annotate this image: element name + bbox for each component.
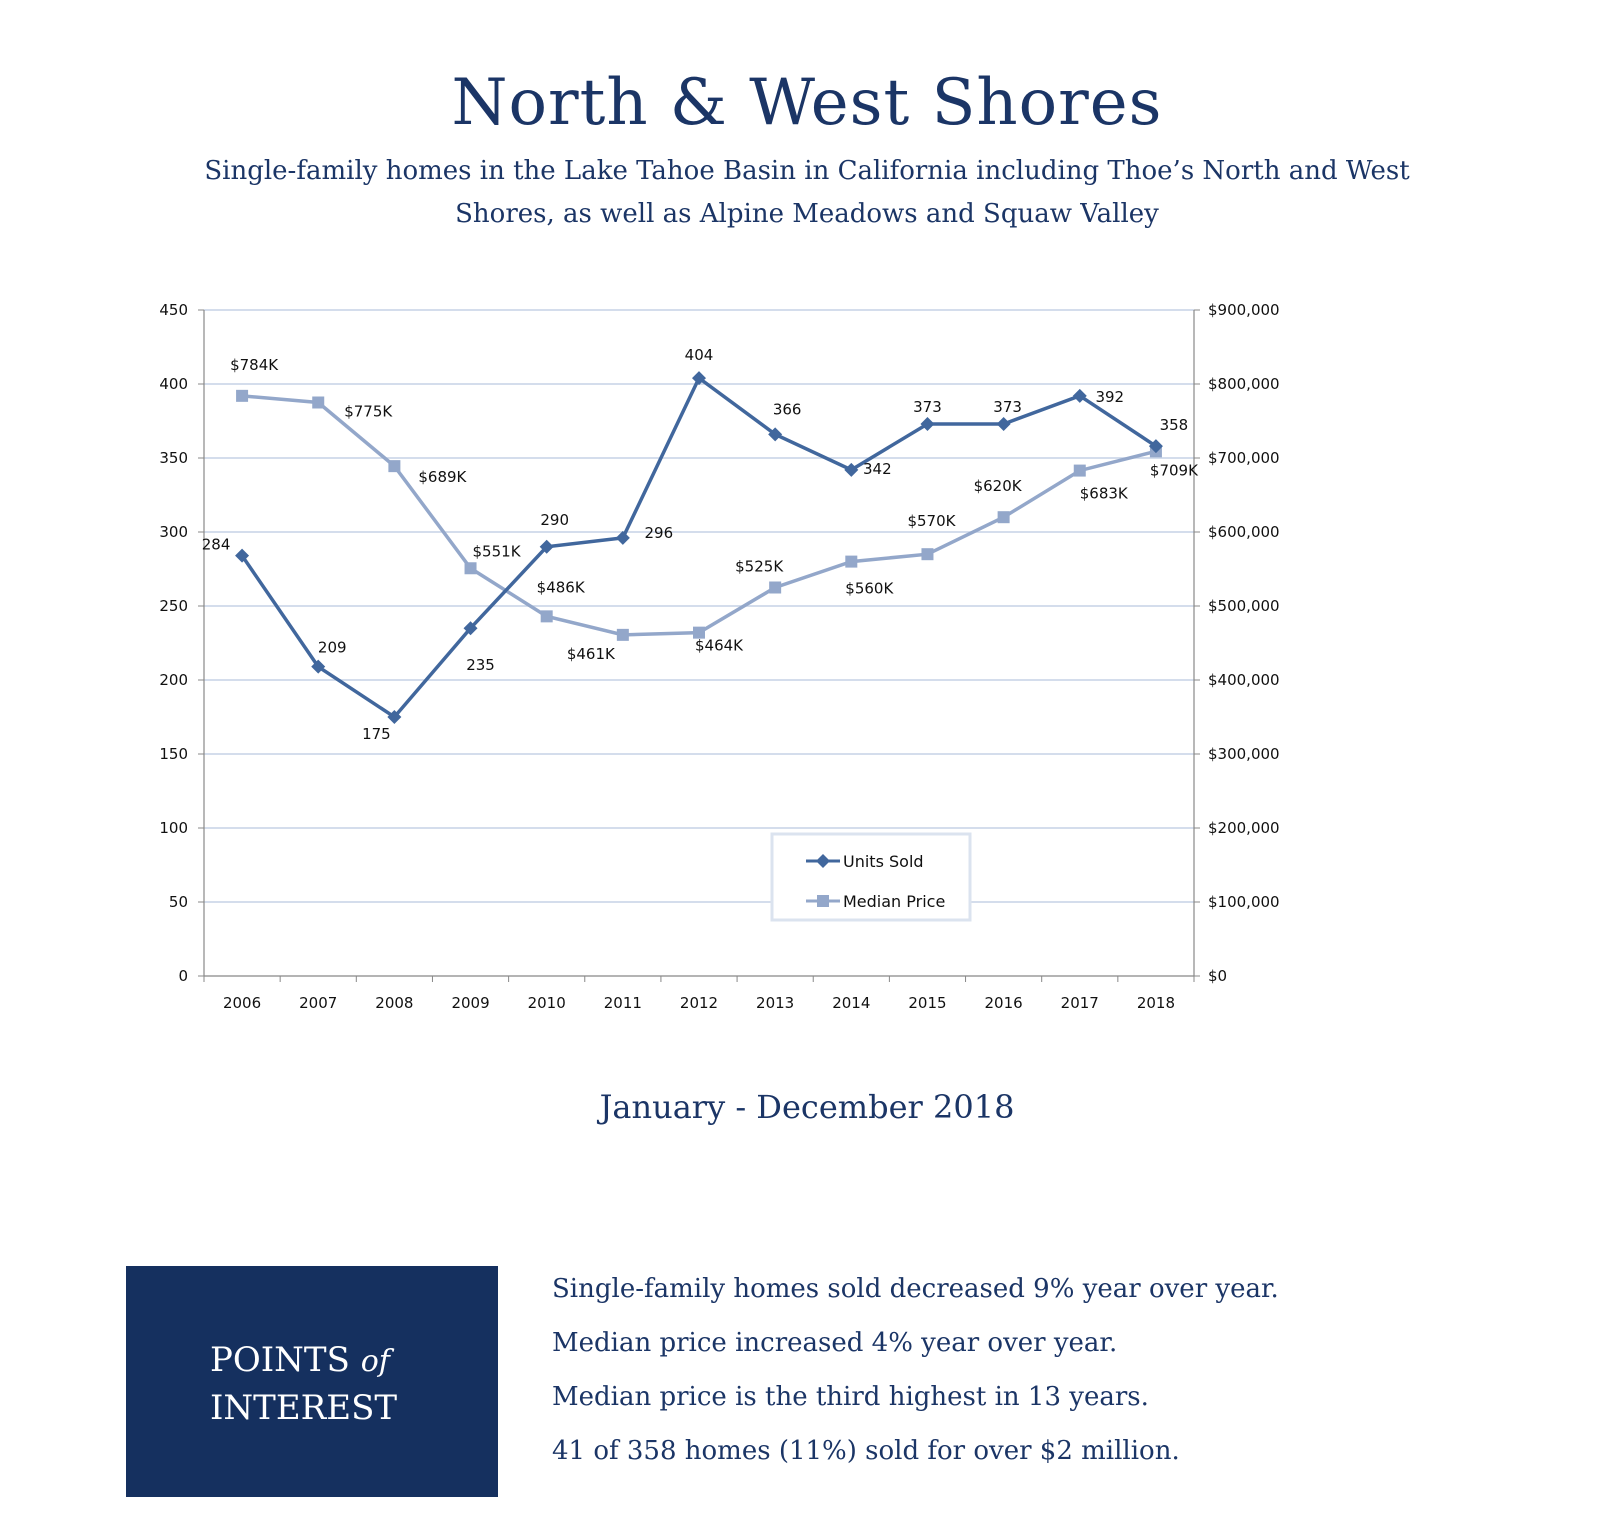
- y-left-tick-label: 400: [159, 375, 188, 393]
- y-left-tick-label: 200: [159, 671, 188, 689]
- x-tick-label: 2007: [299, 994, 338, 1012]
- line-chart: [0, 280, 1614, 1040]
- y-right-tick-label: $600,000: [1208, 523, 1280, 541]
- median-price-line: [242, 396, 1156, 635]
- poi-heading-line1: [210, 1340, 390, 1380]
- legend: [772, 834, 970, 920]
- y-left-tick-label: 100: [159, 819, 188, 837]
- x-tick-label: 2006: [222, 994, 262, 1012]
- median-price-data-label: $689K: [418, 468, 467, 487]
- units-sold-marker: [616, 531, 630, 545]
- units-sold-data-label: 209: [317, 638, 347, 657]
- legend-units-label: Units Sold: [843, 852, 924, 871]
- units-sold-data-label: 358: [1159, 416, 1189, 435]
- y-right-tick-label: $300,000: [1208, 745, 1280, 763]
- units-sold-data-label: 404: [684, 346, 714, 365]
- y-right-tick-label: $900,000: [1208, 301, 1280, 319]
- units-sold-marker: [997, 417, 1011, 431]
- median-price-data-label: $551K: [472, 542, 521, 561]
- x-tick-label: 2011: [603, 994, 642, 1012]
- y-left-tick-label: 250: [159, 597, 188, 615]
- y-left-tick-label: 450: [159, 301, 188, 319]
- y-right-tick-label: $800,000: [1208, 375, 1280, 393]
- x-tick-label: 2014: [832, 994, 871, 1012]
- median-price-marker: [845, 556, 857, 568]
- units-sold-data-label: 284: [201, 535, 231, 554]
- x-tick-label: 2018: [1136, 994, 1176, 1012]
- legend-price-label: Median Price: [843, 892, 946, 911]
- units-sold-line: [242, 378, 1156, 717]
- point-item: Median price is the third highest in 13 years.: [552, 1382, 1149, 1412]
- y-right-tick-label: $100,000: [1208, 893, 1280, 911]
- y-left-tick-label: 150: [159, 745, 188, 763]
- median-price-data-label: $683K: [1079, 484, 1128, 503]
- y-left-tick-label: 50: [168, 893, 188, 911]
- x-tick-label: 2010: [527, 994, 566, 1012]
- y-left-tick-label: 0: [178, 967, 188, 985]
- median-price-data-label: $486K: [536, 578, 585, 597]
- poi-heading-word1: POINTS: [210, 1340, 350, 1380]
- x-tick-label: 2008: [375, 994, 414, 1012]
- x-tick-label: 2015: [908, 994, 947, 1012]
- poi-heading-line2: INTEREST: [210, 1388, 398, 1428]
- median-price-marker: [921, 548, 933, 560]
- y-right-tick-label: $700,000: [1208, 449, 1280, 467]
- legend-price-marker: [817, 895, 829, 907]
- y-right-tick-label: $0: [1208, 967, 1228, 985]
- median-price-data-label: $464K: [694, 636, 744, 655]
- y-left-tick-label: 300: [159, 523, 188, 541]
- x-tick-label: 2017: [1060, 994, 1099, 1012]
- median-price-marker: [769, 582, 781, 594]
- units-sold-data-label: 373: [913, 397, 942, 416]
- chart-title: North & West Shores: [451, 66, 1163, 140]
- median-price-data-label: $620K: [973, 477, 1022, 496]
- median-price-marker: [1074, 465, 1086, 477]
- median-price-data-label: $461K: [566, 644, 615, 663]
- point-item: 41 of 358 homes (11%) sold for over $2 million.: [552, 1436, 1180, 1466]
- median-price-data-label: $784K: [230, 355, 279, 374]
- y-right-tick-label: $200,000: [1208, 819, 1280, 837]
- units-sold-data-label: 373: [993, 397, 1022, 416]
- x-tick-label: 2016: [984, 994, 1023, 1012]
- median-price-data-label: $570K: [907, 512, 956, 531]
- median-price-marker: [388, 460, 400, 472]
- median-price-marker: [541, 610, 553, 622]
- median-price-marker: [236, 390, 248, 402]
- units-sold-data-label: 290: [540, 510, 570, 529]
- median-price-data-label: $525K: [735, 557, 784, 576]
- median-price-data-label: $560K: [845, 579, 894, 598]
- median-price-marker: [617, 629, 629, 641]
- chart-subtitle: Single-family homes in the Lake Tahoe Basin in California including Thoe’s North and West Shores, as well as Alpine Meadows and Squaw Valley: [204, 156, 1410, 229]
- x-tick-label: 2013: [756, 994, 795, 1012]
- units-sold-data-label: 342: [862, 459, 892, 478]
- y-right-tick-label: $400,000: [1208, 671, 1280, 689]
- y-right-tick-label: $500,000: [1208, 597, 1280, 615]
- median-price-marker: [465, 562, 477, 574]
- median-price-marker: [312, 397, 324, 409]
- point-item: Single-family homes sold decreased 9% year over year.: [552, 1274, 1279, 1304]
- report-period: January - December 2018: [599, 1088, 1015, 1126]
- units-sold-data-label: 175: [362, 725, 391, 743]
- x-tick-label: 2012: [679, 994, 719, 1012]
- series: [235, 371, 1163, 724]
- units-sold-data-label: 392: [1095, 387, 1125, 406]
- poi-heading-of: of: [360, 1344, 390, 1379]
- median-price-data-label: $709K: [1149, 461, 1198, 480]
- units-sold-data-label: 235: [466, 656, 495, 675]
- median-price-data-label: $775K: [344, 402, 393, 421]
- units-sold-data-label: 366: [772, 400, 802, 419]
- median-price-marker: [998, 511, 1010, 523]
- points-list: [552, 1262, 1552, 1478]
- y-left-tick-label: 350: [159, 449, 188, 467]
- units-sold-data-label: 296: [644, 523, 674, 542]
- points-of-interest-box: [126, 1266, 498, 1497]
- x-tick-label: 2009: [451, 994, 490, 1012]
- point-item: Median price increased 4% year over year.: [552, 1328, 1118, 1358]
- grid-lines: [201, 310, 1194, 902]
